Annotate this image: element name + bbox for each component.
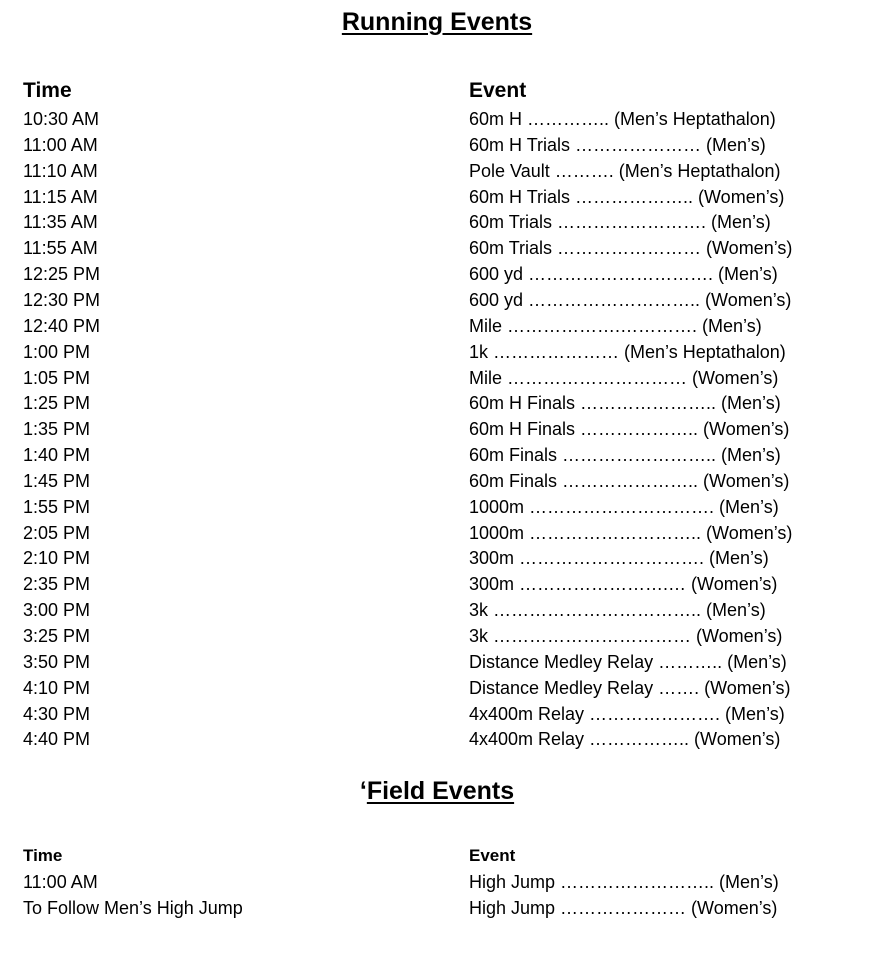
row-event: 60m Trials …………………… (Women’s) xyxy=(469,238,793,259)
row-time: 11:55 AM xyxy=(23,238,98,259)
row-event: 300m …………………………. (Men’s) xyxy=(469,548,769,569)
schedule-row xyxy=(0,416,874,442)
running-events-title-text: Running Events xyxy=(341,8,533,36)
schedule-row xyxy=(0,545,874,571)
row-time: To Follow Men’s High Jump xyxy=(23,898,243,918)
row-event: 60m Trials ……………………. (Men’s) xyxy=(469,212,771,233)
running-time-header: Time xyxy=(23,79,72,102)
row-time: 12:30 PM xyxy=(23,289,101,310)
row-time: 3:00 PM xyxy=(23,600,91,621)
schedule-row xyxy=(0,158,874,184)
row-time: 2:35 PM xyxy=(23,574,91,595)
row-event: Mile ………………………… (Women’s) xyxy=(469,367,779,388)
schedule-row xyxy=(0,701,874,727)
schedule-row xyxy=(0,106,874,132)
row-event: 1000m …………………………. (Men’s) xyxy=(469,496,779,517)
schedule-row xyxy=(0,468,874,494)
row-event: Pole Vault ………. (Men’s Heptathalon) xyxy=(469,160,781,181)
schedule-row xyxy=(0,597,874,623)
schedule-row xyxy=(0,261,874,287)
row-event: 60m H Finals ………………….. (Men’s) xyxy=(469,393,781,414)
field-event-header: Event xyxy=(469,846,516,865)
row-event: Distance Medley Relay ……….. (Men’s) xyxy=(469,651,787,672)
schedule-row xyxy=(0,390,874,416)
schedule-row xyxy=(0,675,874,701)
row-time: 1:45 PM xyxy=(23,470,91,491)
row-event: 60m Finals ………………….. (Women’s) xyxy=(469,470,790,491)
row-event: High Jump …………………….. (Men’s) xyxy=(469,872,779,892)
schedule-row xyxy=(0,895,874,921)
schedule-row xyxy=(0,571,874,597)
row-time: 3:25 PM xyxy=(23,626,91,646)
schedule-row xyxy=(0,132,874,158)
row-time: 2:05 PM xyxy=(23,522,91,543)
schedule-row xyxy=(0,287,874,313)
row-time: 3:50 PM xyxy=(23,651,91,672)
row-event: 600 yd ……………………….. (Women’s) xyxy=(469,289,792,310)
row-time: 10:30 AM xyxy=(23,109,100,129)
row-event: 300m …………………….… (Women’s) xyxy=(469,574,778,595)
row-event: 3k …………………………….. (Men’s) xyxy=(469,600,766,621)
row-event: 1000m ……………………….. (Women’s) xyxy=(469,522,793,543)
row-time: 4:30 PM xyxy=(23,703,91,724)
schedule-row xyxy=(0,365,874,391)
row-time: 12:25 PM xyxy=(23,264,101,285)
row-time: 11:10 AM xyxy=(23,160,98,181)
row-event: 4x400m Relay …………….. (Women’s) xyxy=(469,729,781,750)
row-event: 3k …………………………… (Women’s) xyxy=(469,626,783,646)
row-event: 60m H ………….. (Men’s Heptathalon) xyxy=(469,109,776,129)
row-time: 1:00 PM xyxy=(23,341,91,362)
row-event: 60m H Trials ……………….. (Women’s) xyxy=(469,186,785,207)
row-event: Distance Medley Relay ……. (Women’s) xyxy=(469,677,791,698)
row-time: 2:10 PM xyxy=(23,548,91,569)
running-events-title xyxy=(0,8,874,37)
row-time: 1:35 PM xyxy=(23,419,91,440)
row-event: Mile ……………….…………. (Men’s) xyxy=(469,315,762,336)
row-event: 600 yd …………………………. (Men’s) xyxy=(469,264,778,285)
field-time-header: Time xyxy=(23,846,63,865)
row-event: 60m H Finals ……………….. (Women’s) xyxy=(469,419,790,440)
schedule-row xyxy=(0,339,874,365)
schedule-row xyxy=(0,209,874,235)
schedule-row xyxy=(0,442,874,468)
row-event: High Jump ………………… (Women’s) xyxy=(469,898,778,918)
row-time: 4:40 PM xyxy=(23,729,91,750)
row-time: 11:00 AM xyxy=(23,134,98,155)
schedule-row xyxy=(0,623,874,649)
field-events-title xyxy=(0,777,874,806)
schedule-row xyxy=(0,184,874,210)
schedule-row xyxy=(0,649,874,675)
row-time: 1:40 PM xyxy=(23,445,91,466)
row-event: 60m H Trials ………………… (Men’s) xyxy=(469,134,766,155)
schedule-row xyxy=(0,726,874,752)
row-event: 60m Finals …………………….. (Men’s) xyxy=(469,445,781,466)
schedule-row xyxy=(0,235,874,261)
schedule-row xyxy=(0,869,874,895)
row-time: 1:05 PM xyxy=(23,367,91,388)
row-time: 1:25 PM xyxy=(23,393,91,414)
field-events-title-prefix: ‘ xyxy=(359,777,367,805)
row-event: 1k ………………… (Men’s Heptathalon) xyxy=(469,341,786,362)
field-events-title-text: Field Events xyxy=(366,777,515,805)
row-time: 11:00 AM xyxy=(23,872,98,892)
row-time: 1:55 PM xyxy=(23,496,91,517)
row-time: 11:15 AM xyxy=(23,186,98,207)
schedule-row xyxy=(0,494,874,520)
row-time: 11:35 AM xyxy=(23,212,98,233)
row-time: 12:40 PM xyxy=(23,315,101,336)
row-time: 4:10 PM xyxy=(23,677,91,698)
row-event: 4x400m Relay …………………. (Men’s) xyxy=(469,703,785,724)
schedule-row xyxy=(0,313,874,339)
schedule-row xyxy=(0,520,874,546)
running-event-header: Event xyxy=(469,79,527,102)
